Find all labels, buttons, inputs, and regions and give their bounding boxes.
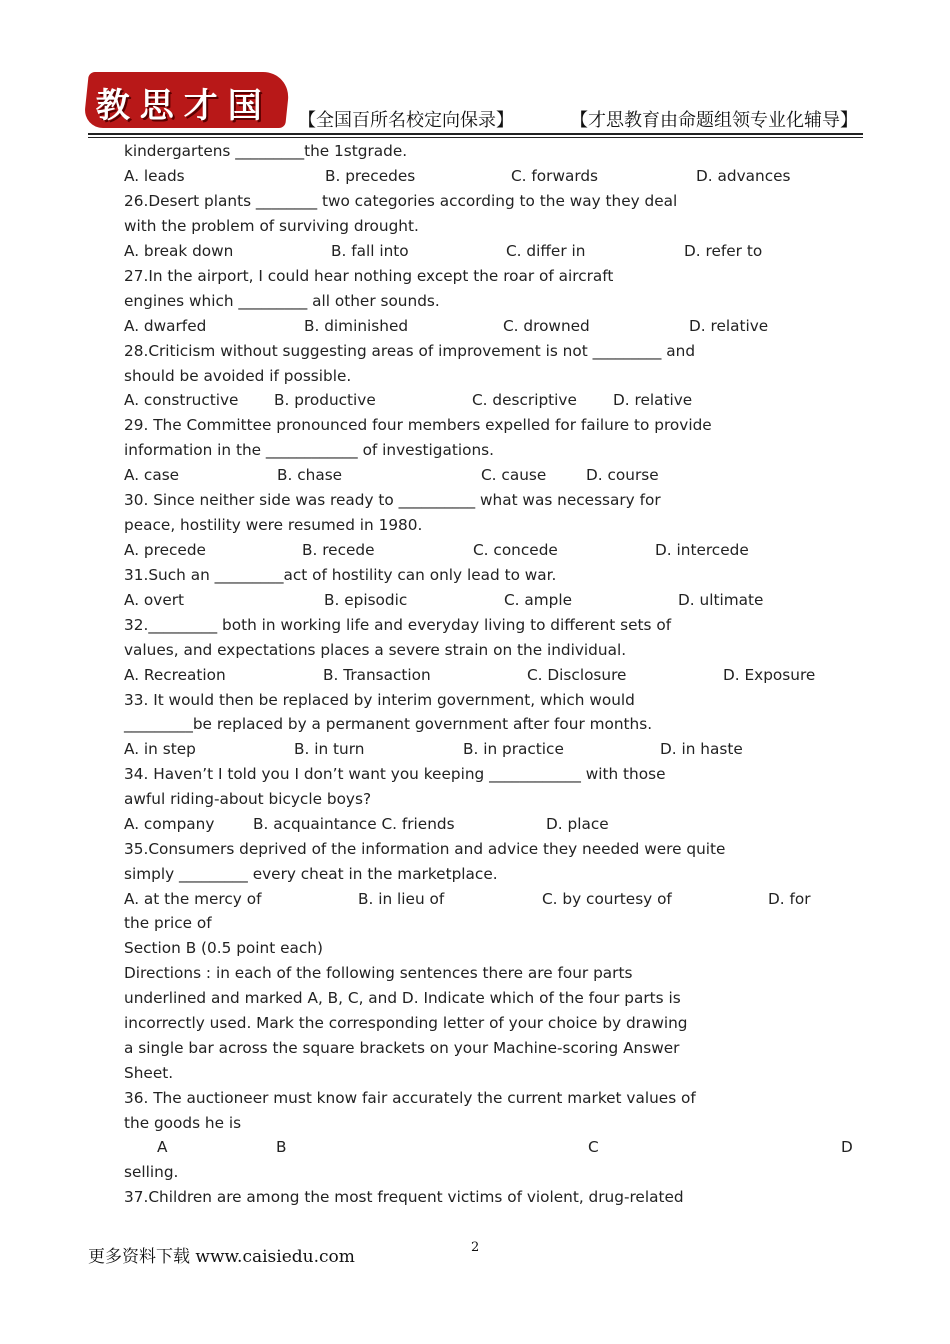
footer-link[interactable]: 更多资料下载 www.caisiedu.com xyxy=(88,1247,355,1267)
text-line: B. productive xyxy=(274,391,376,409)
text-line: simply _________ every cheat in the marketplace. xyxy=(124,865,498,883)
header-rule xyxy=(88,133,863,135)
text-line: selling. xyxy=(124,1163,179,1181)
text-line: B. chase xyxy=(277,466,343,484)
text-line: engines which _________ all other sounds. xyxy=(124,292,440,310)
header-rule-thin xyxy=(88,137,863,138)
text-line: A. Recreation xyxy=(124,666,226,684)
text-line: 28.Criticism without suggesting areas of improvement is not _________ and xyxy=(124,342,696,360)
text-line: B. recede xyxy=(302,541,375,559)
text-line: 35.Consumers deprived of the information and advice they needed were quite xyxy=(124,840,726,858)
text-line: 32._________ both in working life and everyday living to different sets of xyxy=(124,616,672,634)
text-line: B. in turn xyxy=(294,740,365,758)
text-line: Sheet. xyxy=(124,1064,174,1082)
text-line: C. differ in xyxy=(506,242,586,260)
text-line: D. Exposure xyxy=(723,666,816,684)
text-line: 27.In the airport, I could hear nothing except the roar of aircraft xyxy=(124,267,614,285)
text-line: peace, hostility were resumed in 1980. xyxy=(124,516,423,534)
logo xyxy=(83,72,291,128)
text-line: A. dwarfed xyxy=(124,317,207,335)
text-line: B. in practice xyxy=(463,740,564,758)
text-line: _________be replaced by a permanent government after four months. xyxy=(124,715,653,733)
text-line: C. cause xyxy=(481,466,547,484)
text-line: 36. The auctioneer must know fair accurately the current market values of xyxy=(124,1089,696,1107)
text-line: the price of xyxy=(124,914,212,932)
text-line: C. concede xyxy=(473,541,558,559)
text-line: D. advances xyxy=(696,167,791,185)
text-line: 37.Children are among the most frequent victims of violent, drug-related xyxy=(124,1188,684,1206)
text-line: A. leads xyxy=(124,167,185,185)
text-line: B. in lieu of xyxy=(358,890,445,908)
text-line: Section B (0.5 point each) xyxy=(124,939,323,957)
text-line: A. constructive xyxy=(124,391,239,409)
text-line: C xyxy=(588,1138,599,1156)
text-line: B. acquaintance C. friends xyxy=(253,815,455,833)
text-line: C. drowned xyxy=(503,317,590,335)
text-line: D. relative xyxy=(613,391,693,409)
text-line: C. forwards xyxy=(511,167,599,185)
text-line: information in the ____________ of investigations. xyxy=(124,441,495,459)
text-line: B. diminished xyxy=(304,317,409,335)
text-line: 31.Such an _________act of hostility can only lead to war. xyxy=(124,566,557,584)
text-line: A xyxy=(157,1138,168,1156)
text-line: C. ample xyxy=(504,591,573,609)
text-line: C. by courtesy of xyxy=(542,890,672,908)
text-line: B. episodic xyxy=(324,591,408,609)
text-line: A. overt xyxy=(124,591,185,609)
text-line: A. break down xyxy=(124,242,234,260)
text-line: B. precedes xyxy=(325,167,416,185)
text-line: 29. The Committee pronounced four members expelled for failure to provide xyxy=(124,416,712,434)
text-line: C. Disclosure xyxy=(527,666,627,684)
text-line: B. Transaction xyxy=(323,666,431,684)
text-line: a single bar across the square brackets on your Machine-scoring Answer xyxy=(124,1039,680,1057)
text-line: D xyxy=(841,1138,853,1156)
text-line: B. fall into xyxy=(331,242,409,260)
text-line: D. place xyxy=(546,815,609,833)
text-line: A. company xyxy=(124,815,215,833)
text-line: C. descriptive xyxy=(472,391,577,409)
text-line: awful riding-about bicycle boys? xyxy=(124,790,372,808)
text-line: D. ultimate xyxy=(678,591,764,609)
header-left-tag: 【全国百所名校定向保录】 xyxy=(298,110,514,131)
text-line: 30. Since neither side was ready to __________ what was necessary for xyxy=(124,491,661,509)
text-line: Directions : in each of the following sentences there are four parts xyxy=(124,964,633,982)
text-line: kindergartens _________the 1stgrade. xyxy=(124,142,408,160)
text-line: A. at the mercy of xyxy=(124,890,262,908)
text-line: A. precede xyxy=(124,541,206,559)
text-line: D. refer to xyxy=(684,242,763,260)
text-line: the goods he is xyxy=(124,1114,242,1132)
text-line: D. for xyxy=(768,890,811,908)
text-line: A. in step xyxy=(124,740,196,758)
text-line: D. intercede xyxy=(655,541,749,559)
header-right-tag: 【才思教育由命题组领专业化辅导】 xyxy=(570,110,858,131)
page-number: 2 xyxy=(471,1240,480,1255)
text-line: 26.Desert plants ________ two categories according to the way they deal xyxy=(124,192,678,210)
text-line: values, and expectations places a severe strain on the individual. xyxy=(124,641,627,659)
text-line: with the problem of surviving drought. xyxy=(124,217,419,235)
text-line: underlined and marked A, B, C, and D. Indicate which of the four parts is xyxy=(124,989,681,1007)
text-line: B xyxy=(276,1138,287,1156)
text-line: 34. Haven’t I told you I don’t want you keeping ____________ with those xyxy=(124,765,666,783)
text-line: D. in haste xyxy=(660,740,743,758)
text-line: 33. It would then be replaced by interim government, which would xyxy=(124,691,635,709)
text-line: should be avoided if possible. xyxy=(124,367,352,385)
text-line: A. case xyxy=(124,466,180,484)
text-line: D. course xyxy=(586,466,659,484)
logo-text: 教思才国 xyxy=(95,86,272,126)
text-line: incorrectly used. Mark the corresponding letter of your choice by drawing xyxy=(124,1014,688,1032)
text-line: D. relative xyxy=(689,317,769,335)
